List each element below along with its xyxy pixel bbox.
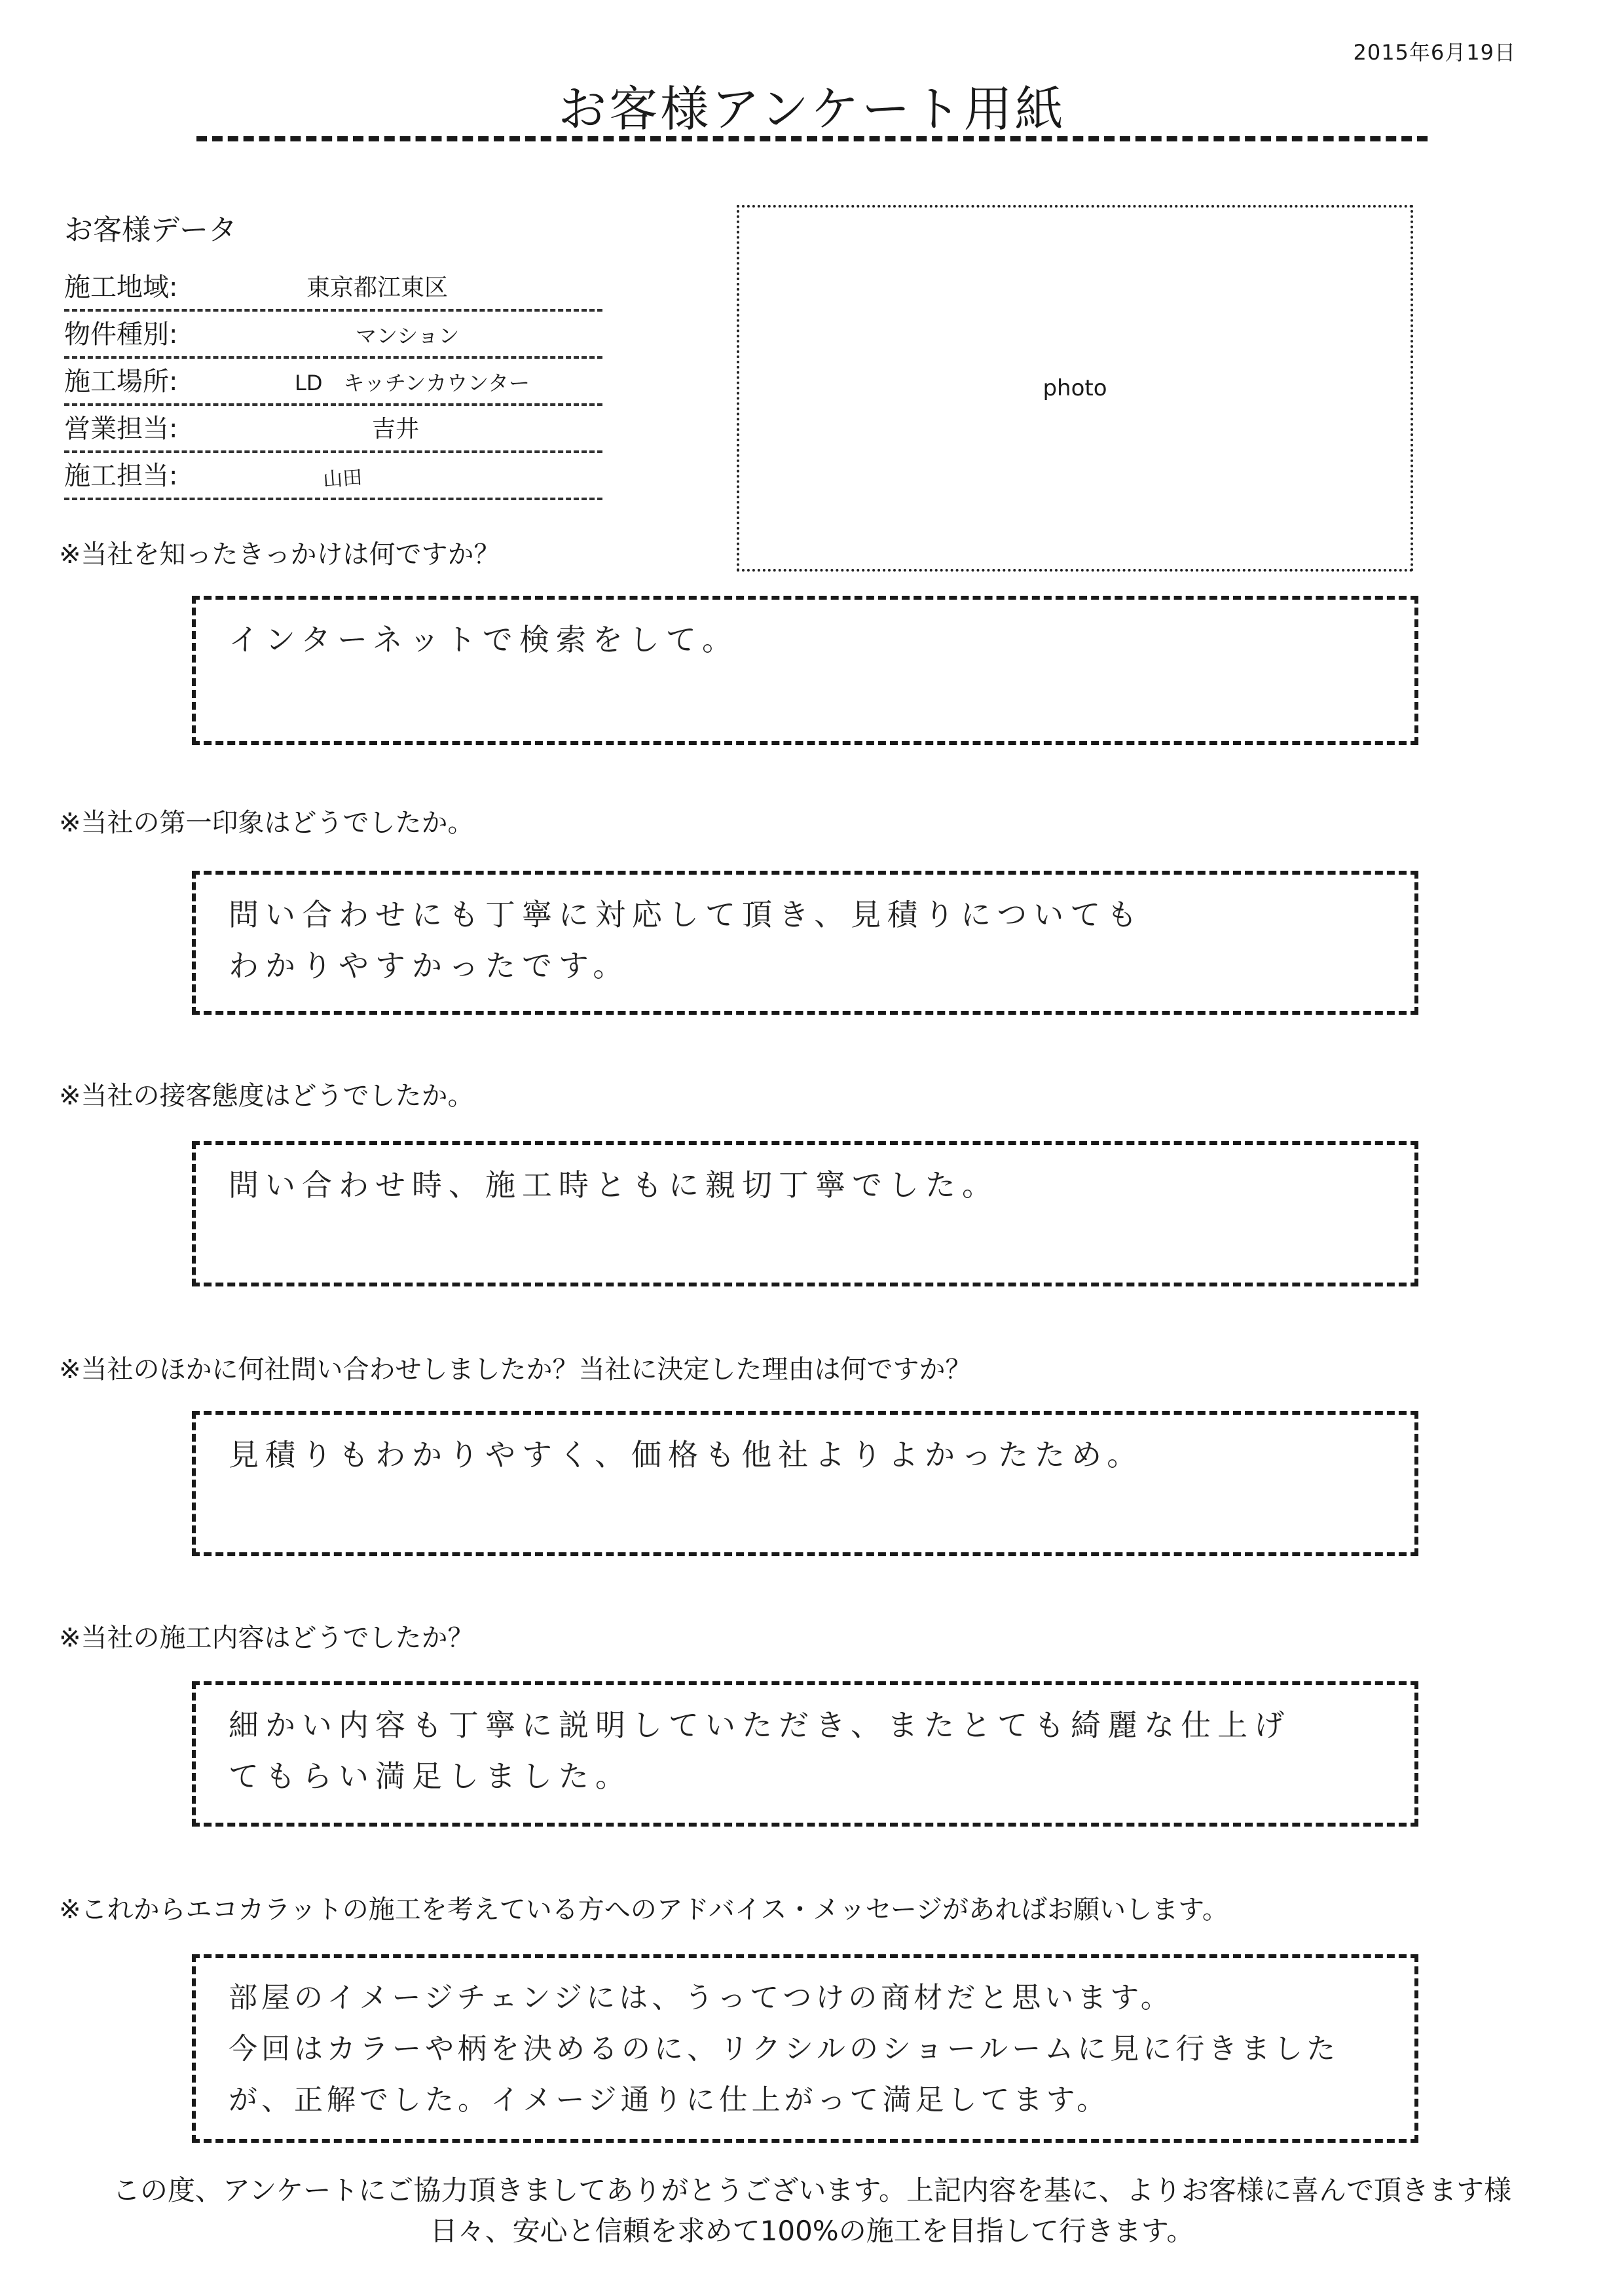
- field-construction-area: [64, 262, 602, 312]
- field-value: 吉井: [372, 416, 420, 443]
- field-value: マンション: [356, 323, 460, 348]
- field-label: 施工地域:: [64, 272, 178, 302]
- field-value: 東京都江東区: [306, 274, 449, 301]
- answer-4: 見積りもわかりやすく、価格も他社よりよかったため。: [192, 1411, 1418, 1556]
- answer-1: インターネットで検索をして。: [192, 596, 1418, 745]
- field-construction-location: [64, 356, 602, 406]
- answer-5: 細かい内容も丁寧に説明していただき、またとても綺麗な仕上げ てもらい満足しました。: [192, 1681, 1418, 1827]
- question-5: ※当社の施工内容はどうでしたか？: [59, 1623, 474, 1653]
- survey-date: 2015年6月19日: [1353, 40, 1516, 65]
- footer-line-1: この度、アンケートにご協力頂きましてありがとうございます。上記内容を基に、よりお客様に喜んで頂きます様: [112, 2174, 1512, 2206]
- field-construction-staff: [64, 450, 602, 500]
- question-6: ※これからエコカラットの施工を考えている方へのアドバイス・メッセージがあればお願いします。: [59, 1895, 1228, 1925]
- answer-3: 問い合わせ時、施工時ともに親切丁寧でした。: [192, 1141, 1418, 1286]
- question-3: ※当社の接客態度はどうでしたか。: [59, 1081, 474, 1111]
- photo-placeholder: [737, 205, 1413, 572]
- answer-2: 問い合わせにも丁寧に対応して頂き、見積りについても わかりやすかったです。: [192, 871, 1418, 1015]
- field-value: LD キッチンカウンター: [295, 371, 530, 395]
- question-2: ※当社の第一印象はどうでしたか。: [59, 808, 474, 838]
- photo-label: photo: [1043, 375, 1107, 401]
- field-label: 施工場所:: [64, 367, 178, 397]
- answer-6: 部屋のイメージチェンジには、うってつけの商材だと思います。 今回はカラーや柄を決めるのに、リクシルのショールームに見に行きました が、正解でした。イメージ通りに仕上がって満足してます。: [192, 1954, 1418, 2143]
- title-divider: [196, 136, 1428, 141]
- field-sales-rep: [64, 403, 602, 453]
- field-label: 物件種別:: [64, 319, 178, 350]
- field-label: 施工担当:: [64, 461, 178, 491]
- field-value: 山田: [322, 465, 363, 492]
- field-property-type: [64, 309, 602, 359]
- customer-data-heading: お客様データ: [64, 213, 237, 247]
- field-label: 営業担当:: [64, 414, 178, 444]
- question-4: ※当社のほかに何社問い合わせしましたか？当社に決定した理由は何ですか？: [59, 1355, 972, 1385]
- footer-line-2: 日々、安心と信頼を求めて100%の施工を目指して行きます。: [430, 2215, 1194, 2247]
- question-1: ※当社を知ったきっかけは何ですか？: [59, 539, 500, 570]
- page-title: お客様アンケート用紙: [558, 81, 1066, 137]
